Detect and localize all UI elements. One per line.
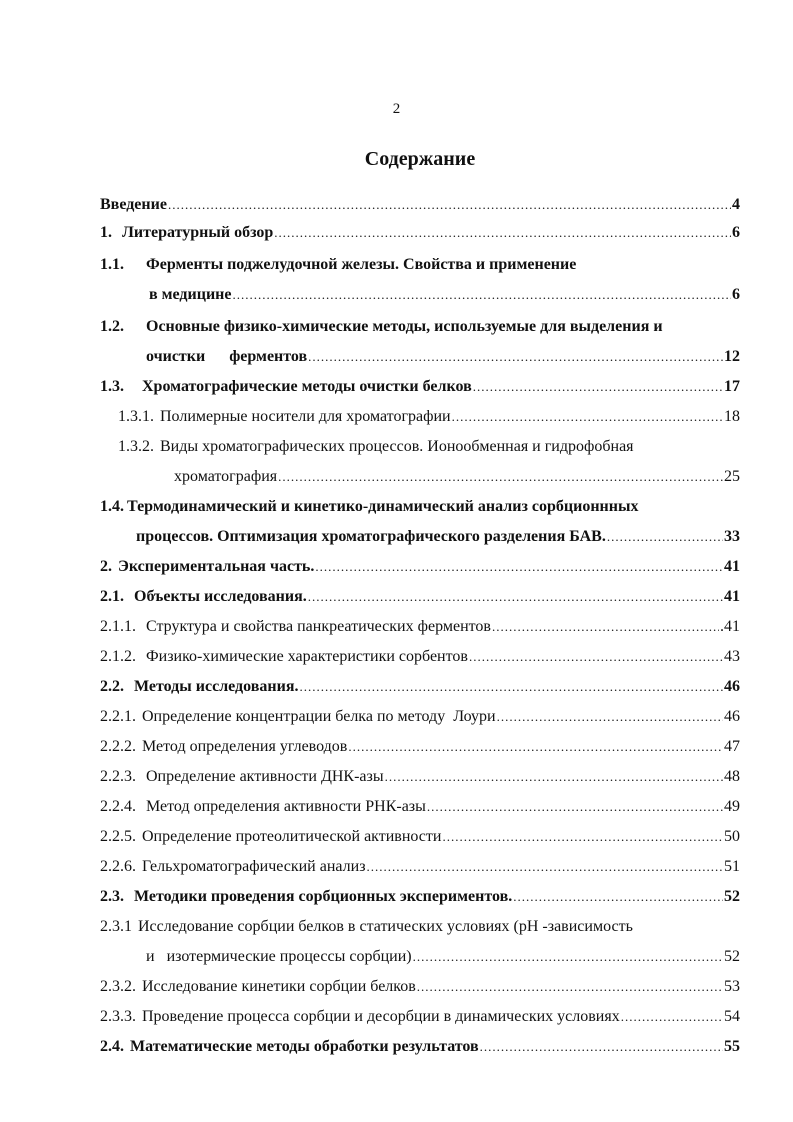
toc-entry-continued (100, 468, 740, 488)
toc-entry-title: Проведение процесса сорбции и десорбции в динамических условиях (142, 1008, 620, 1025)
toc-entry-title: Исследование кинетики сорбции белков (142, 978, 416, 995)
toc-entry-title: Полимерные носители для хроматографии (160, 408, 451, 425)
toc-page: .41 (720, 618, 740, 635)
leader-dots (497, 709, 723, 725)
toc-number: 2.2.1. (100, 708, 136, 725)
toc-entry (100, 798, 740, 818)
toc-number: 2.2.6. (100, 858, 136, 875)
table-of-contents (100, 196, 740, 1058)
toc-entry-title: Экспериментальная часть. (118, 558, 315, 575)
leader-dots (442, 829, 723, 845)
toc-number: 1. (100, 224, 112, 241)
toc-entry (100, 918, 740, 938)
toc-page: 41 (724, 588, 740, 605)
toc-entry (100, 318, 740, 338)
toc-page: 4 (732, 196, 740, 213)
toc-entry (100, 378, 740, 398)
toc-entry (100, 768, 740, 788)
toc-number: 2.4. (100, 1038, 124, 1055)
toc-page: 33 (724, 528, 740, 545)
toc-entry-continued (100, 528, 740, 548)
toc-page: 47 (724, 738, 740, 755)
leader-dots (168, 197, 731, 213)
toc-entry-title: Метод определения активности РНК-азы (146, 798, 426, 815)
toc-entry (100, 1008, 740, 1028)
toc-entry-title: Ферменты поджелудочной железы. Свойства и применение (146, 256, 577, 273)
leader-dots (385, 769, 723, 785)
toc-entry (100, 256, 740, 276)
toc-page: 46 (724, 708, 740, 725)
leader-dots (621, 1009, 723, 1025)
toc-page: 18 (724, 408, 740, 425)
toc-page: 48 (724, 768, 740, 785)
toc-entry (100, 828, 740, 848)
toc-page: 55 (724, 1038, 740, 1055)
toc-entry-title: хроматография (174, 468, 278, 485)
toc-entry (100, 408, 740, 428)
toc-entry (100, 1038, 740, 1058)
leader-dots (308, 589, 723, 605)
toc-number: 2.3.3. (100, 1008, 136, 1025)
toc-page: 50 (724, 828, 740, 845)
toc-page: 46 (724, 678, 740, 695)
leader-dots (278, 469, 723, 485)
leader-dots (233, 287, 732, 303)
toc-entry-title: Структура и свойства панкреатических ферментов (146, 618, 491, 635)
leader-dots (274, 225, 731, 241)
leader-dots (299, 679, 723, 695)
toc-entry-title: Введение (100, 196, 167, 213)
toc-page: 41 (724, 558, 740, 575)
toc-entry-title: Определение активности ДНК-азы (146, 768, 384, 785)
toc-entry (100, 678, 740, 698)
toc-entry (100, 196, 740, 216)
toc-page: 54 (724, 1008, 740, 1025)
toc-entry-title: очистки ферментов (146, 348, 308, 365)
toc-entry-title: Физико-химические характеристики сорбентов (146, 648, 468, 665)
toc-number: 2. (100, 558, 112, 575)
toc-number: 1.3.2. (118, 438, 154, 455)
toc-entry-title: Термодинамический и кинетико-динамический анализ сорбционнных (127, 498, 639, 515)
toc-number: 2.1.1. (100, 618, 136, 635)
leader-dots (348, 739, 723, 755)
toc-page: 52 (724, 888, 740, 905)
toc-page: 52 (724, 948, 740, 965)
toc-entry (100, 558, 740, 578)
toc-entry (100, 498, 740, 518)
toc-entry-title: процессов. Оптимизация хроматографического разделения БАВ. (136, 528, 606, 545)
toc-entry (100, 888, 740, 908)
toc-entry-title: Определение концентрации белка по методу Лоури (142, 708, 496, 725)
toc-entry (100, 224, 740, 244)
toc-page: 25 (724, 468, 740, 485)
toc-number: 1.2. (100, 318, 124, 335)
toc-entry (100, 588, 740, 608)
toc-number: 2.2.4. (100, 798, 136, 815)
toc-entry-title: Определение протеолитической активности (142, 828, 442, 845)
toc-number: 2.3.2. (100, 978, 136, 995)
leader-dots (473, 379, 723, 395)
toc-entry (100, 618, 740, 638)
leader-dots (452, 409, 723, 425)
toc-page: 43 (724, 648, 740, 665)
toc-number: 2.2.3. (100, 768, 136, 785)
page-title: Содержание (364, 148, 476, 170)
toc-entry-title: Математические методы обработки результатов (130, 1038, 479, 1055)
toc-entry-title: в медицине (149, 286, 232, 303)
toc-entry (100, 858, 740, 878)
leader-dots (413, 949, 723, 965)
toc-entry-title: Хроматографические методы очистки белков (142, 378, 472, 395)
toc-entry-continued (100, 286, 740, 306)
toc-entry-title: Основные физико-химические методы, используемые для выделения и (146, 318, 663, 335)
toc-entry-title: Методы исследования. (134, 678, 299, 695)
toc-entry-title: Литературный обзор (122, 224, 274, 241)
toc-number: 2.1.2. (100, 648, 136, 665)
toc-entry-continued (100, 948, 740, 968)
toc-number: 1.1. (100, 256, 124, 273)
toc-number: 1.3. (100, 378, 124, 395)
toc-number: 2.2.2. (100, 738, 136, 755)
toc-entry-title: Метод определения углеводов (142, 738, 348, 755)
leader-dots (427, 799, 723, 815)
leader-dots (492, 619, 719, 635)
toc-entry (100, 978, 740, 998)
toc-page: 12 (724, 348, 740, 365)
toc-number: 1.3.1. (118, 408, 154, 425)
toc-page: 51 (724, 858, 740, 875)
page-number: 2 (392, 101, 401, 117)
toc-number: 2.2. (100, 678, 124, 695)
leader-dots (469, 649, 723, 665)
toc-entry (100, 648, 740, 668)
toc-entry (100, 738, 740, 758)
leader-dots (607, 529, 723, 545)
toc-page: 6 (732, 224, 740, 241)
toc-entry (100, 708, 740, 728)
toc-number: 2.3.1 (100, 918, 132, 935)
leader-dots (367, 859, 723, 875)
leader-dots (480, 1039, 723, 1055)
leader-dots (417, 979, 723, 995)
toc-number: 2.2.5. (100, 828, 136, 845)
toc-entry-title: Объекты исследования. (134, 588, 307, 605)
toc-entry-title: и изотермические процессы сорбции) (146, 948, 412, 965)
toc-entry-title: Методики проведения сорбционных экспериментов. (134, 888, 513, 905)
leader-dots (315, 559, 723, 575)
toc-page: 53 (724, 978, 740, 995)
toc-entry-title: Гельхроматографический анализ (142, 858, 366, 875)
toc-page: 17 (724, 378, 740, 395)
leader-dots (308, 349, 723, 365)
toc-entry-title: Виды хроматографических процессов. Ионообменная и гидрофобная (160, 438, 634, 455)
toc-number: 2.3. (100, 888, 124, 905)
toc-page: 49 (724, 798, 740, 815)
leader-dots (513, 889, 723, 905)
toc-entry (100, 438, 740, 458)
toc-entry-title: Исследование сорбции белков в статических условиях (pH -зависимость (138, 918, 633, 935)
toc-page: 6 (732, 286, 740, 303)
toc-number: 1.4. (100, 498, 124, 515)
toc-number: 2.1. (100, 588, 124, 605)
toc-entry-continued (100, 348, 740, 368)
